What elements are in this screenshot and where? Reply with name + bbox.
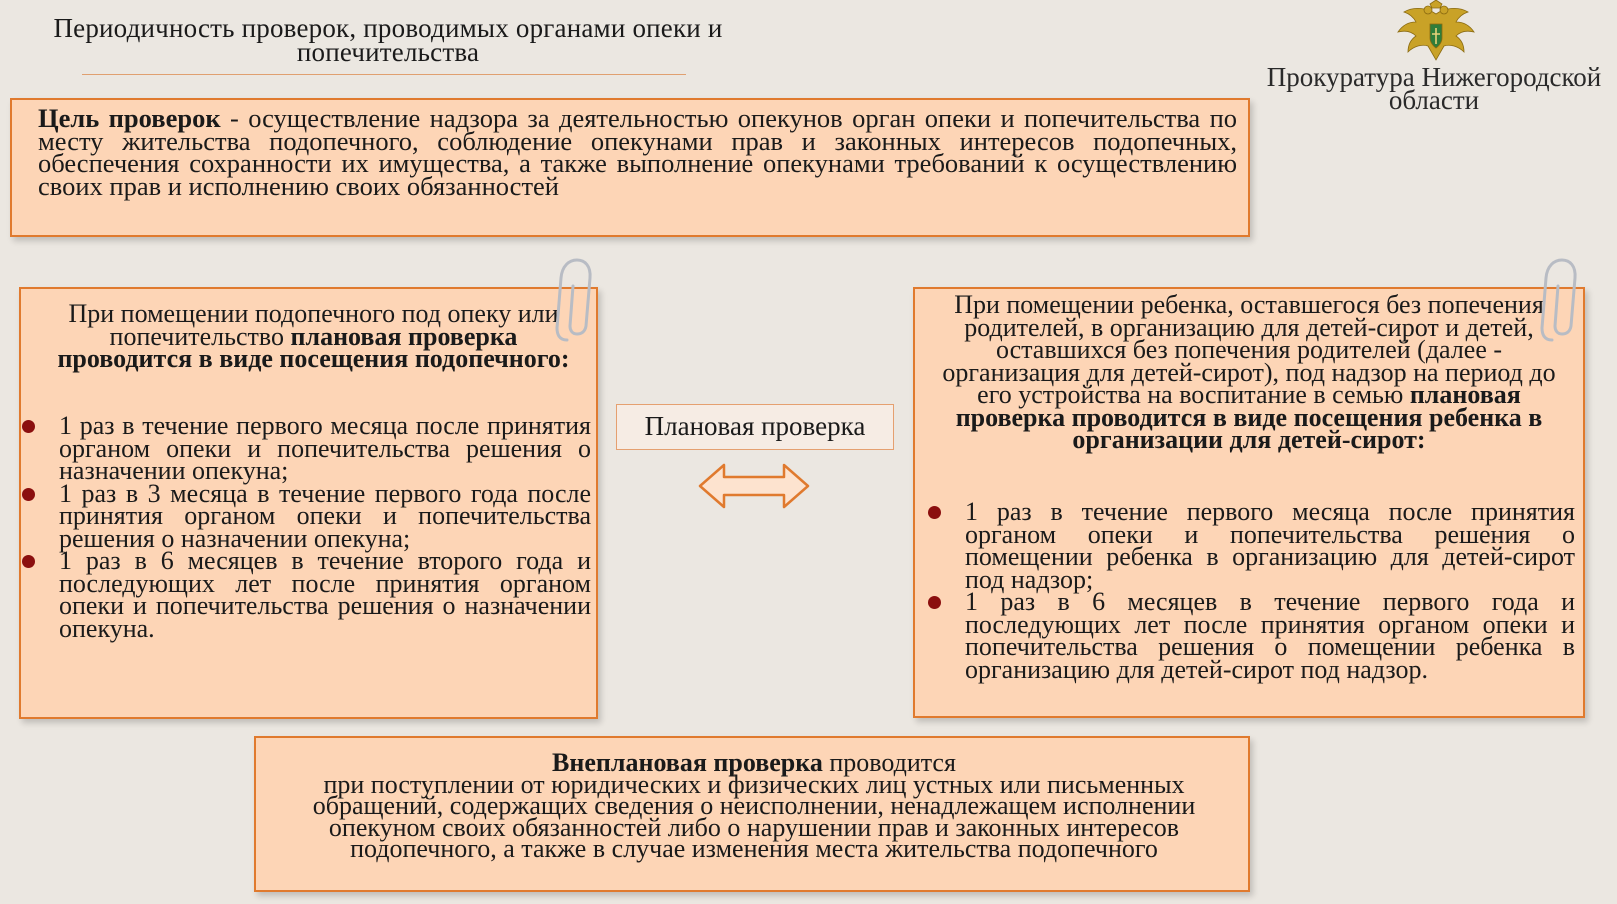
double-arrow-icon: [698, 462, 810, 510]
list-item-text: 1 раз в 3 месяца в течение первого года после принятия органом опеки и попечительства решения о назначении опекуна;: [59, 478, 591, 553]
goal-box: [10, 98, 1250, 237]
organization-name: Прокуратура Нижегородской области: [1266, 62, 1602, 115]
bullet-icon: [22, 488, 35, 501]
guardianship-intro-plain: При помещении подопечного под опеку или попечительство: [68, 299, 559, 351]
guardianship-intro-bold: плановая проверка проводится в виде посещения подопечного:: [57, 321, 570, 373]
guardianship-inspection-box: [19, 287, 598, 719]
goal-description: - осуществление надзора за деятельностью опекунов орган опеки и попечительства по месту жительства подопечного, соблюдение опекунами прав и законных интересов подопечных, обеспечения сохранности их имущества, а также выполнение опекунами требований к осуществлению своих прав и исполнению своих обязанностей: [38, 103, 1237, 201]
orphan-organization-intro: [929, 290, 1569, 454]
list-item: [59, 546, 591, 643]
orphan-intro-plain: При помещении ребенка, оставшегося без попечения родителей, в организацию для детей-сирот и детей, оставшихся без попечения родителей (далее - организация для детей-сирот), под надзор на период до его устройства на воспитание в семью: [942, 290, 1556, 409]
list-item-text: 1 раз в 6 месяцев в течение второго года и последующих лет после принятия органом опеки и попечительства решения о назначении опекуна.: [59, 546, 591, 643]
bullet-icon: [928, 596, 941, 609]
unplanned-label: Внеплановая проверка: [552, 748, 823, 777]
paperclip-icon: [553, 256, 595, 346]
bullet-icon: [22, 420, 35, 433]
bullet-icon: [22, 555, 35, 568]
unplanned-inspection-box: [254, 736, 1250, 892]
bullet-icon: [928, 506, 941, 519]
list-item: [965, 497, 1575, 594]
unplanned-text: [274, 748, 1234, 863]
orphan-organization-schedule-list: [965, 497, 1575, 684]
list-item: [965, 587, 1575, 684]
list-item: [59, 478, 591, 553]
list-item-text: 1 раз в течение первого месяца после принятия органом опеки и попечительства решения о назначении опекуна;: [59, 411, 591, 485]
page-title: Периодичность проверок, проводимых органами опеки и попечительства: [53, 13, 723, 67]
guardianship-schedule-list: [59, 411, 591, 643]
list-item-text: 1 раз в течение первого месяца после принятия органом опеки и попечительства решения о помещении ребенка в организацию для детей-сирот под надзор;: [965, 497, 1575, 594]
list-item-text: 1 раз в 6 месяцев в течение первого года и последующих лет после принятия органом опеки и попечительства решения о помещении ребенка в организацию для детей-сирот под надзор.: [965, 587, 1575, 684]
goal-label: Цель проверок: [38, 103, 221, 133]
paperclip-icon: [1538, 256, 1580, 346]
title-divider: [82, 74, 686, 75]
unplanned-text-rest: при поступлении от юридических и физических лиц устных или письменных обращений, содержащих сведения о неисполнении, ненадлежащем исполнении опекуном своих обязанностей либо о нарушении прав и законных интересов подопечного, а также в случае изменения места жительства подопечного: [312, 769, 1196, 863]
guardianship-intro: [41, 299, 586, 373]
list-item: [59, 411, 591, 485]
orphan-organization-inspection-box: [913, 287, 1585, 718]
unplanned-text-first: проводится: [822, 748, 956, 777]
planned-inspection-label: Плановая проверка: [616, 404, 894, 450]
goal-text: [38, 103, 1237, 201]
orphan-intro-bold: плановая проверка проводится в виде посещения ребенка в организации для детей-сирот:: [955, 380, 1543, 454]
